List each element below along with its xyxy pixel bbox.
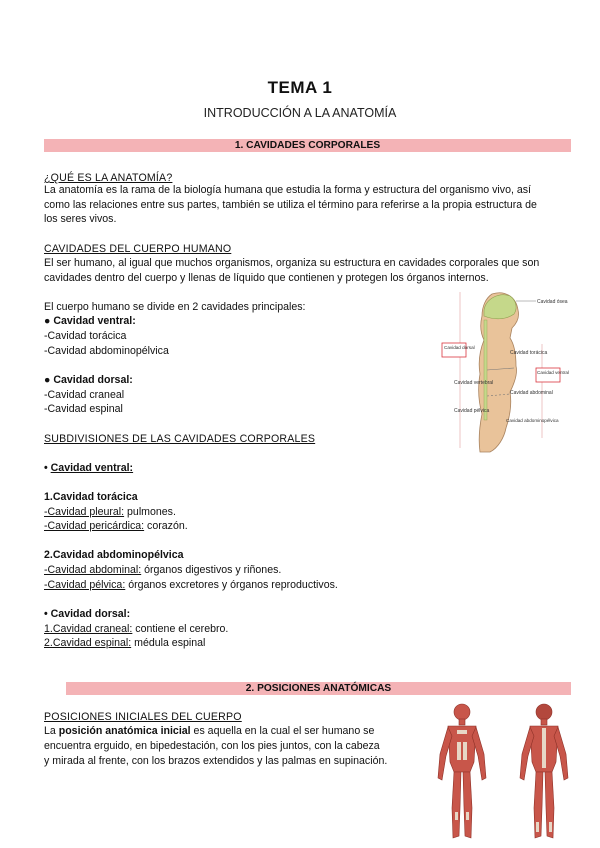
paragraph-line: y mirada al frente, con los brazos extendidos y las palmas en supinación. (44, 755, 388, 767)
label-cavidad-abdominal: Cavidad abdominal (510, 390, 553, 396)
label-sub-dorsal (44, 607, 130, 621)
definition: órganos digestivos y riñones. (141, 564, 282, 576)
paragraph-line: La anatomía es la rama de la biología humana que estudia la forma y estructura del organismo vivo, así (44, 184, 531, 196)
page-subtitle: INTRODUCCIÓN A LA ANATOMÍA (203, 106, 397, 120)
bold-term: posición anatómica inicial (58, 725, 191, 737)
heading-que-es-anatomia: ¿QUÉ ES LA ANATOMÍA? (44, 172, 173, 184)
term: -Cavidad abdominal: (44, 564, 142, 576)
term: -Cavidad pericárdica: (44, 520, 145, 532)
page-title: TEMA 1 (267, 78, 333, 97)
label-cavidad-craneal: Cavidad ósea (537, 299, 568, 305)
label-cavidad-dorsal: ● Cavidad dorsal: (44, 374, 133, 386)
paragraph-line: El cuerpo humano se divide en 2 cavidades principales: (44, 301, 306, 313)
sub-dorsal-text: Cavidad dorsal: (50, 608, 131, 620)
list-item: -Cavidad torácica (44, 330, 127, 342)
list-item: -Cavidad espinal (44, 403, 123, 415)
paragraph-line: los seres vivos. (44, 213, 117, 225)
paragraph-line (44, 724, 374, 738)
muscle-figure-back (520, 704, 568, 838)
term: 2.Cavidad espinal: (44, 637, 132, 649)
spinal-cavity (484, 320, 487, 420)
list-item (44, 505, 176, 519)
label-cavidad-toracica: Cavidad torácica (510, 350, 548, 356)
label-cavidad-dorsal: Cavidad dorsal (444, 345, 475, 350)
list-item: -Cavidad craneal (44, 389, 125, 401)
definition: contiene el cerebro. (132, 623, 229, 635)
definition: corazón. (144, 520, 188, 532)
list-item (44, 636, 205, 650)
label-cavidad-pelvica: Cavidad pélvica (454, 408, 490, 414)
term: 1.Cavidad craneal: (44, 623, 133, 635)
heading-posiciones-iniciales: POSICIONES INICIALES DEL CUERPO (44, 711, 242, 723)
list-item (44, 622, 228, 636)
heading-subdivisiones: SUBDIVISIONES DE LAS CAVIDADES CORPORALES (44, 433, 316, 445)
title-cavidad-abdominopelvica: 2.Cavidad abdominopélvica (44, 549, 184, 561)
paragraph-line: cavidades dentro del cuerpo y llenas de líquido que contienen y protegen los órganos internos. (44, 272, 489, 284)
list-item (44, 519, 188, 533)
term: -Cavidad pélvica: (44, 579, 126, 591)
term: -Cavidad pleural: (44, 506, 125, 518)
heading-cavidades-cuerpo: CAVIDADES DEL CUERPO HUMANO (44, 243, 232, 255)
body-cavities-figure (440, 288, 569, 458)
label-cavidad-vertebral: Cavidad vertebral (454, 380, 494, 386)
paragraph-line: El ser humano, al igual que muchos organismos, organiza su estructura en cavidades corporales que son (44, 257, 540, 269)
label-sub-ventral (44, 461, 133, 475)
sub-ventral-text: Cavidad ventral: (50, 462, 134, 474)
paragraph-line: encuentra erguido, en bipedestación, con los pies juntos, con la cabeza (44, 740, 380, 752)
muscle-figure-front (438, 704, 486, 838)
text: es aquella en la cual el ser humano se (190, 725, 375, 737)
section-bar-cavidades: 1. CAVIDADES CORPORALES (44, 139, 571, 152)
text: La (44, 725, 59, 737)
label-cavidad-ventral: ● Cavidad ventral: (44, 315, 136, 327)
bullet-icon: • (44, 608, 51, 620)
label-cavidad-ventral: Cavidad ventral (537, 370, 569, 375)
title-cavidad-toracica: 1.Cavidad torácica (44, 491, 138, 503)
label-cavidad-abdominopelvica: Cavidad abdominopélvica (506, 418, 559, 423)
list-item: -Cavidad abdominopélvica (44, 345, 169, 357)
paragraph-line: como las relaciones entre sus partes, también se utiliza el término para referirse a la propia estructura de (44, 199, 537, 211)
bullet-icon: • (44, 462, 51, 474)
anatomical-position-figure (430, 700, 580, 846)
definition: órganos excretores y órganos reproductivos. (125, 579, 338, 591)
definition: pulmones. (124, 506, 176, 518)
list-item (44, 578, 338, 592)
section-bar-posiciones: 2. POSICIONES ANATÓMICAS (66, 682, 571, 695)
definition: médula espinal (131, 637, 206, 649)
list-item (44, 563, 281, 577)
